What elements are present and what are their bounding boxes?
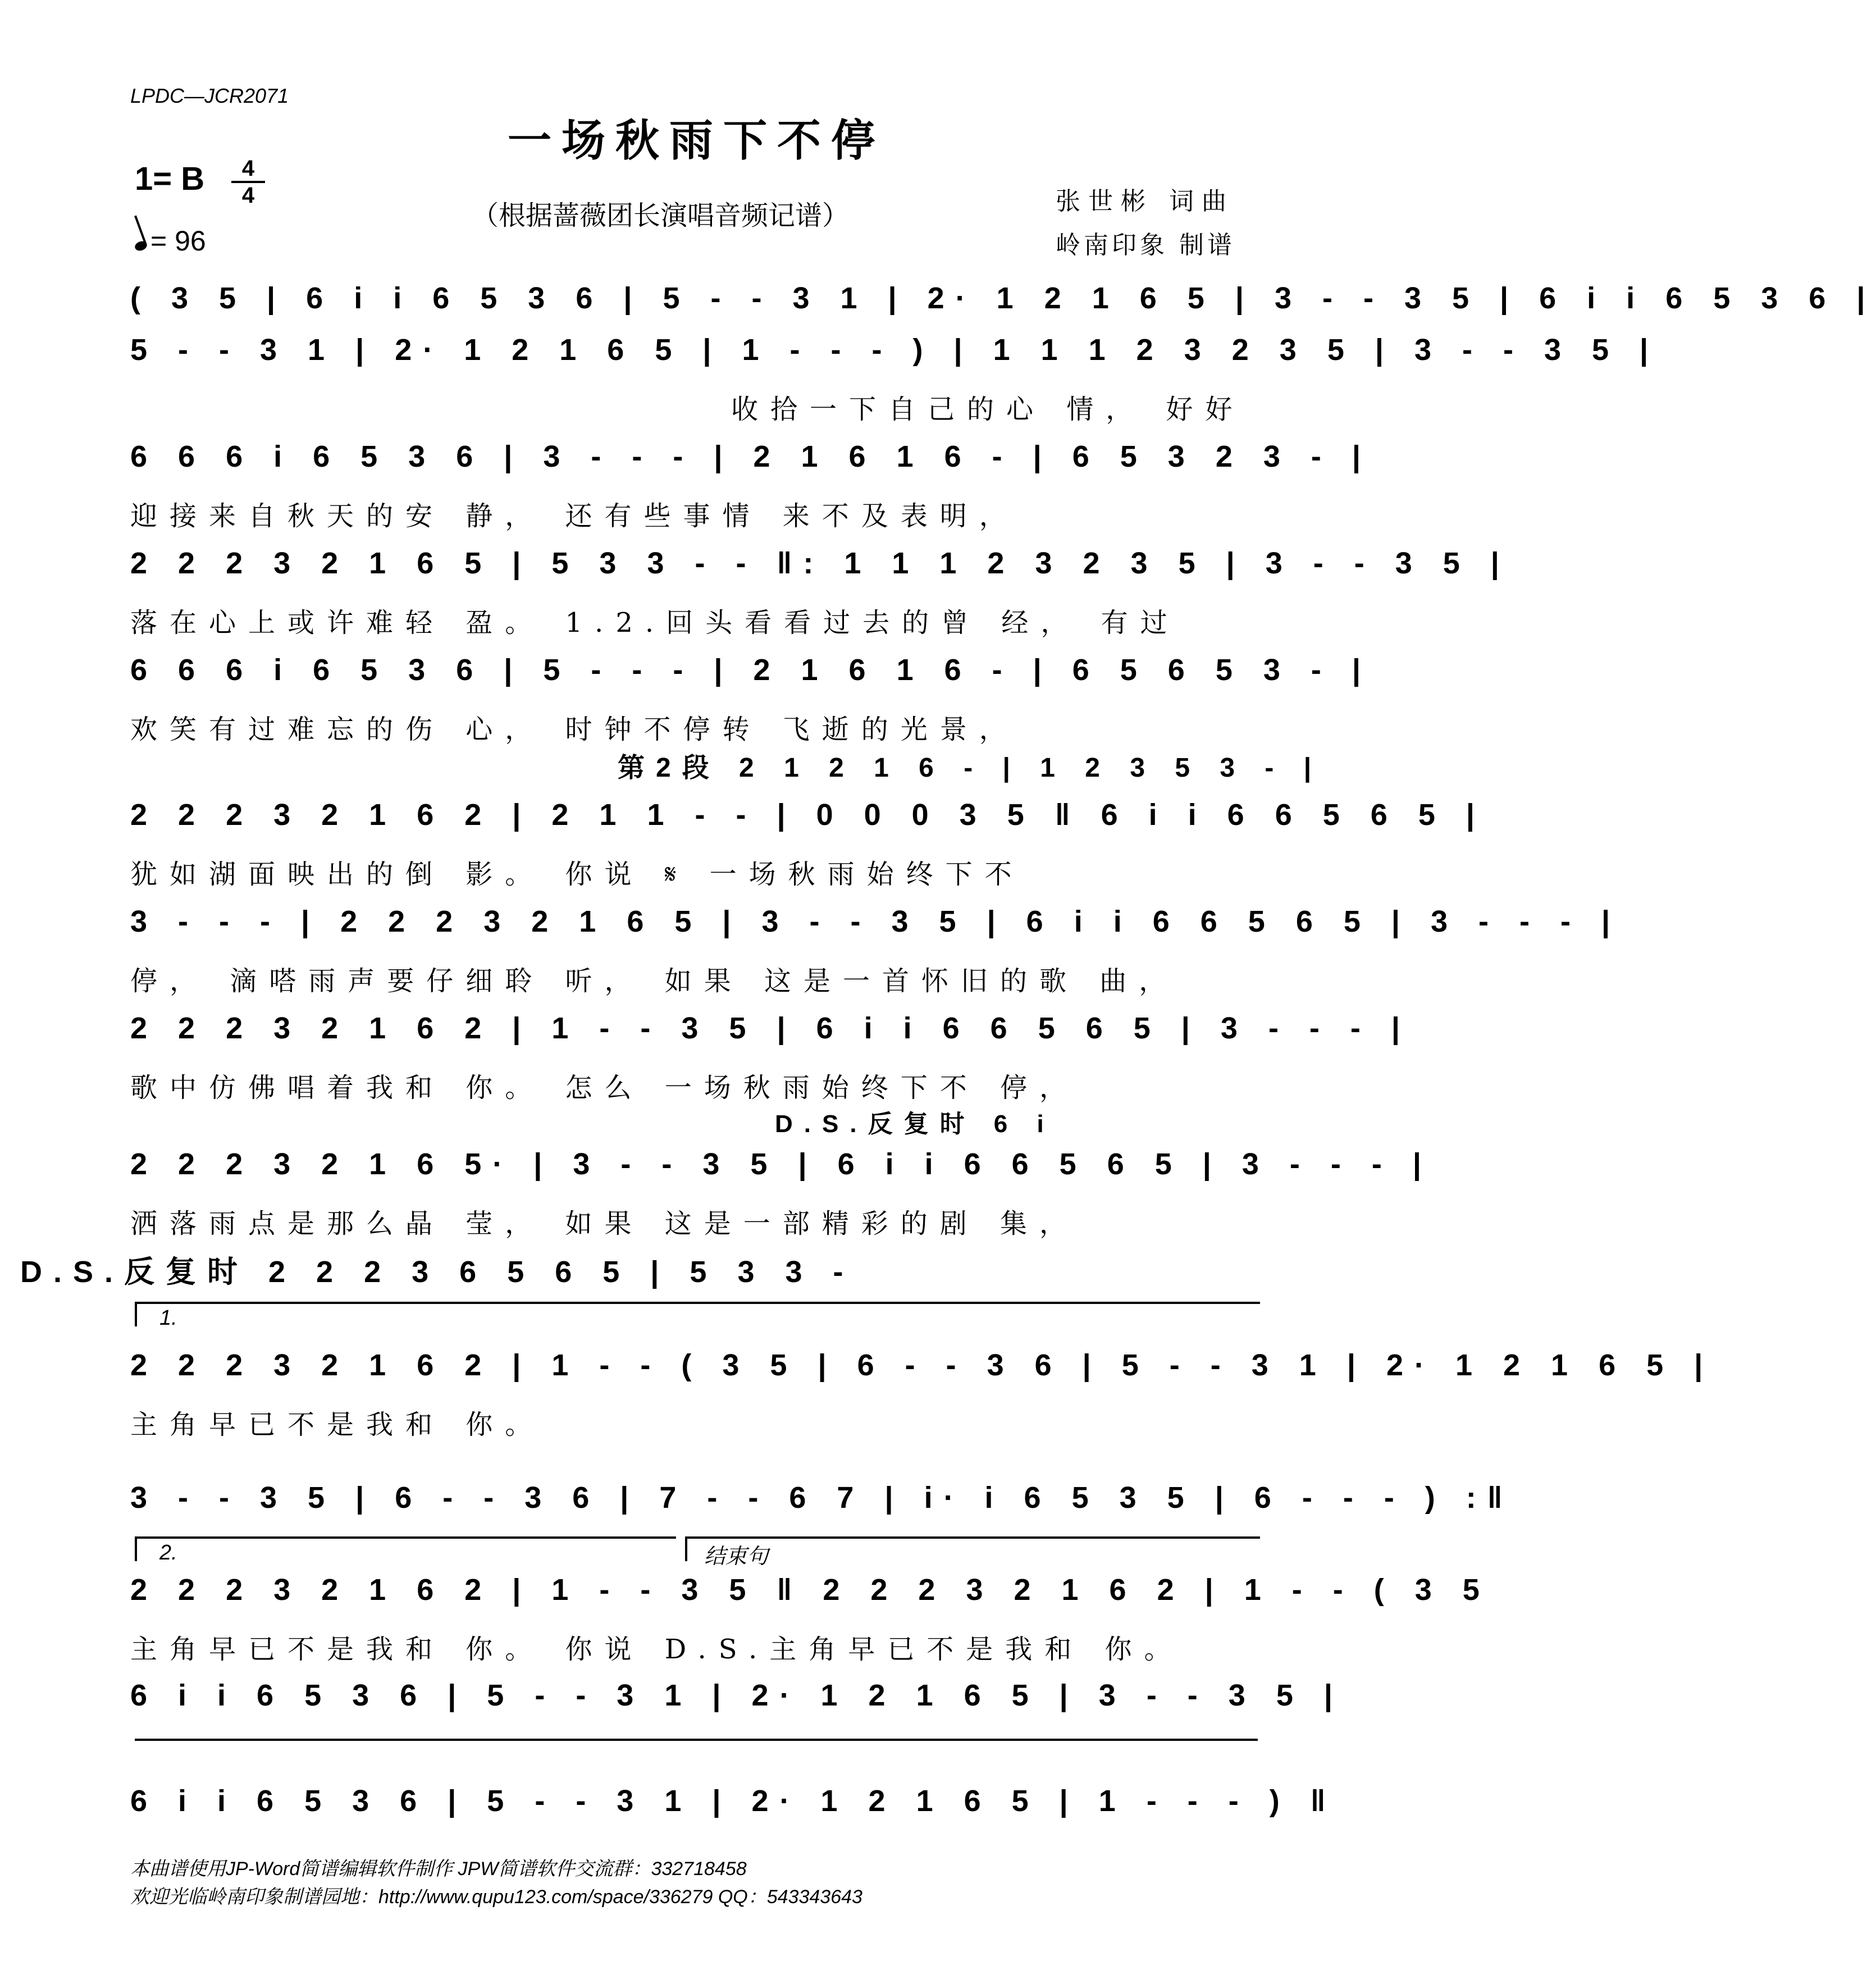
volta-bracket-1 [135,1302,1260,1330]
volta-bracket-2 [135,1536,676,1565]
staff-divider [135,1739,1258,1741]
notation: 6 6 6 i 6 5 3 6 | 3 - - - | 2 1 6 1 6 - | 6 5 3 2 3 - | [130,440,1372,473]
footer-line-1: 本曲谱使用JP-Word简谱编辑软件制作 JPW简谱软件交流群：332718458 [130,1858,747,1880]
ending-bracket [685,1536,1260,1568]
song-title: 一场秋雨下不停 [507,115,885,166]
key-signature: 1= B [135,161,205,197]
lyric-line: 停， 滴嗒雨声要仔细聆 听， 如果 这是一首怀旧的歌 曲， [130,965,1179,997]
notation: 2 2 2 3 2 1 6 5· | 3 - - 3 5 | 6 i i 6 6 5 6 5 | 3 - - - | [130,1147,1432,1181]
score-line [130,546,1510,598]
score-line [130,1011,1412,1062]
notation: ( 3 5 | 6 i i 6 5 3 6 | 5 - - 3 1 | 2· 1 2 1 6 5 | 3 - - 3 5 | 6 i i 6 5 3 6 | [130,281,1876,315]
lyric-line: 落在心上或许难轻 盈。 1.2.回头看看过去的曾 经， 有过 [130,607,1180,639]
lyric-line: 欢笑有过难忘的伤 心， 时钟不停转 飞逝的光景， [130,714,1019,745]
lyric-line: 歌中仿佛唱着我和 你。 怎么 一场秋雨始终下不 停， [130,1072,1079,1103]
subtitle: （根据蔷薇团长演唱音频记谱） [472,200,850,231]
score-line [130,332,1660,384]
score-line [130,797,1486,849]
notation: 6 6 6 i 6 5 3 6 | 5 - - - | 2 1 6 1 6 - | 6 5 6 5 3 - | [130,653,1372,687]
notation: 5 - - 3 1 | 2· 1 2 1 6 5 | 1 - - - ) | 1 1 1 2 3 2 3 5 | 3 - - 3 5 | [130,333,1660,367]
lyric-line: 主角早已不是我和 你。 你说 D.S.主角早已不是我和 你。 [130,1634,1184,1665]
scorer: 岭南印象 制谱 [1056,231,1235,259]
quarter-note-icon [134,240,148,253]
time-numerator: 4 [231,156,265,183]
notation: 2 2 2 3 2 1 6 2 | 1 - - 3 5 ‖ 2 2 2 3 2 1 6 2 | 1 - - ( 3 5 [130,1573,1491,1607]
notation: 2 2 2 3 2 1 6 2 | 2 1 1 - - | 0 0 0 3 5 ‖ 6 i i 6 6 5 6 5 | [130,798,1486,832]
volta-label: 2. [159,1541,177,1565]
score-line [130,653,1372,704]
notation: 3 - - - | 2 2 2 3 2 1 6 5 | 3 - - 3 5 | 6 i i 6 6 5 6 5 | 3 - - - | [130,905,1622,938]
time-denominator: 4 [241,183,255,208]
notation: 2 2 2 3 2 1 6 5 | 5 3 3 - - ‖: 1 1 1 2 3 2 3 5 | 3 - - 3 5 | [130,546,1510,580]
notation: 2 2 2 3 2 1 6 2 | 1 - - ( 3 5 | 6 - - 3 6 | 5 - - 3 1 | 2· 1 2 1 6 5 | [130,1348,1714,1382]
footer-line-2: 欢迎光临岭南印象制谱园地：http://www.qupu123.com/space/336279 QQ：543343643 [130,1886,862,1908]
score-line [618,746,1323,797]
lyric-line: 洒落雨点是那么晶 莹， 如果 这是一部精彩的剧 集， [130,1208,1079,1239]
notation: D.S.反复时 6 i [775,1110,1055,1138]
score-line [20,1248,855,1299]
time-signature [231,156,265,208]
score-line [130,1784,1337,1835]
score-line [130,1572,1491,1624]
score-line [130,1348,1714,1399]
lyric-line: 迎接来自秋天的安 静， 还有些事情 来不及表明， [130,500,1019,532]
volta-label: 1. [159,1306,177,1330]
notation: 6 i i 6 5 3 6 | 5 - - 3 1 | 2· 1 2 1 6 5 | 1 - - - ) ‖ [130,1784,1337,1818]
notation: 3 - - 3 5 | 6 - - 3 6 | 7 - - 6 7 | i· i 6 5 3 5 | 6 - - - ) :‖ [130,1481,1514,1515]
score-line [130,1480,1514,1532]
score-line [130,1147,1432,1198]
score-line [130,1678,1344,1730]
lyric-line: 收拾一下自己的心 情， 好好 [731,394,1245,425]
score-line [130,439,1372,491]
tempo-marking [135,225,206,257]
score-line [130,904,1622,956]
notation: 2 2 2 3 2 1 6 2 | 1 - - 3 5 | 6 i i 6 6 5 6 5 | 3 - - - | [130,1011,1412,1045]
notation: 6 i i 6 5 3 6 | 5 - - 3 1 | 2· 1 2 1 6 5 | 3 - - 3 5 | [130,1679,1344,1712]
tempo-value: = 96 [150,225,206,257]
score-line [130,281,1876,332]
notation: 第2段 2 1 2 1 6 - | 1 2 3 5 3 - | [618,753,1323,783]
ending-label: 结束句 [704,1544,769,1568]
score-code: LPDC—JCR2071 [130,84,289,107]
author: 张世彬 词曲 [1056,187,1234,216]
lyric-line: 犹如湖面映出的倒 影。 你说 𝄋 一场秋雨始终下不 [130,859,1024,890]
notation: D.S.反复时 2 2 2 3 6 5 6 5 | 5 3 3 - [20,1255,855,1289]
lyric-line: 主角早已不是我和 你。 [130,1409,545,1440]
